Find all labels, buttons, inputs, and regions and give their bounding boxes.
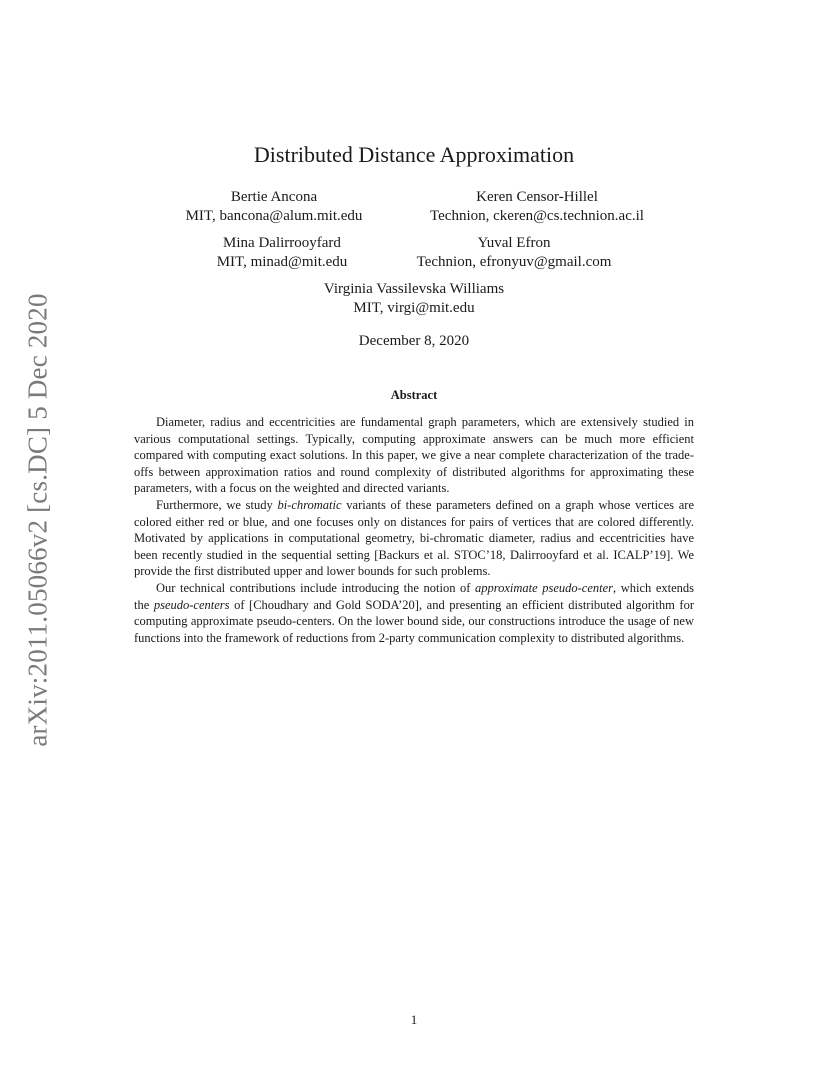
author-affiliation: Technion, efronyuv@gmail.com xyxy=(416,254,612,270)
arxiv-identifier-stamp: arXiv:2011.05066v2 [cs.DC] 5 Dec 2020 xyxy=(22,293,53,747)
author-name: Yuval Efron xyxy=(477,235,551,251)
page-number: 1 xyxy=(410,1012,418,1027)
abstract-emphasis: bi-chromatic xyxy=(277,497,342,512)
abstract-paragraph-1: Diameter, radius and eccentricities are fundamental graph parameters, which are extensively studied in various computational settings. Typically, computing approximate answers can be much more efficient compared with computing exact solutions. In this paper, we give a near complete characterization of the trade-offs between approximation ratios and round complexity of distributed algorithms for approximating these parameters, with a focus on the weighted and directed variants. xyxy=(134,415,694,496)
author-affiliation: MIT, virgi@mit.edu xyxy=(353,300,475,316)
abstract-text: variants of these parameters defined on a graph whose vertices are colored either red or blue, and one focuses only on distances for pairs of vertices that are colored differently. Motivated by applications in computational geometry, bi-chromatic diameter, radius and eccentricities have been recently studied in the sequential setting [Backurs et al. STOC’18, Dalirrooyfard et al. ICALP’19]. We provide the first distributed upper and lower bounds for such problems. xyxy=(134,497,694,579)
author-affiliation: Technion, ckeren@cs.technion.ac.il xyxy=(430,208,644,224)
author-name: Bertie Ancona xyxy=(230,189,318,205)
abstract-body xyxy=(134,414,694,646)
abstract-text: , which extends the xyxy=(134,580,695,612)
author-name: Keren Censor-Hillel xyxy=(476,189,598,205)
author-affiliation: MIT, minad@mit.edu xyxy=(216,254,348,270)
abstract-text: Our technical contributions include introducing the notion of xyxy=(156,580,475,595)
author-block-3 xyxy=(168,234,396,272)
abstract-paragraph-2 xyxy=(134,497,694,580)
abstract-emphasis: pseudo-centers xyxy=(153,597,230,612)
author-block-4 xyxy=(398,234,630,272)
author-affiliation: MIT, bancona@alum.mit.edu xyxy=(185,208,363,224)
publication-date: December 8, 2020 xyxy=(358,333,470,349)
author-block-2 xyxy=(404,188,670,226)
author-block-1 xyxy=(168,188,380,226)
author-block-5 xyxy=(264,280,564,318)
abstract-heading: Abstract xyxy=(390,388,438,402)
abstract-text: of [Choudhary and Gold SODA’20], and presenting an efficient distributed algorithm for computing approximate pseudo-centers. On the lower bound side, our constructions introduce the usage of new functions into the framework of reductions from 2-party communication complexity to distributed algorithms. xyxy=(134,597,694,645)
author-name: Mina Dalirrooyfard xyxy=(223,235,341,251)
abstract-paragraph-3 xyxy=(134,580,694,646)
paper-title: Distributed Distance Approximation xyxy=(253,142,575,167)
abstract-emphasis: approximate pseudo-center xyxy=(474,580,614,595)
abstract-text: Furthermore, we study xyxy=(156,497,278,512)
author-name: Virginia Vassilevska Williams xyxy=(323,281,505,297)
